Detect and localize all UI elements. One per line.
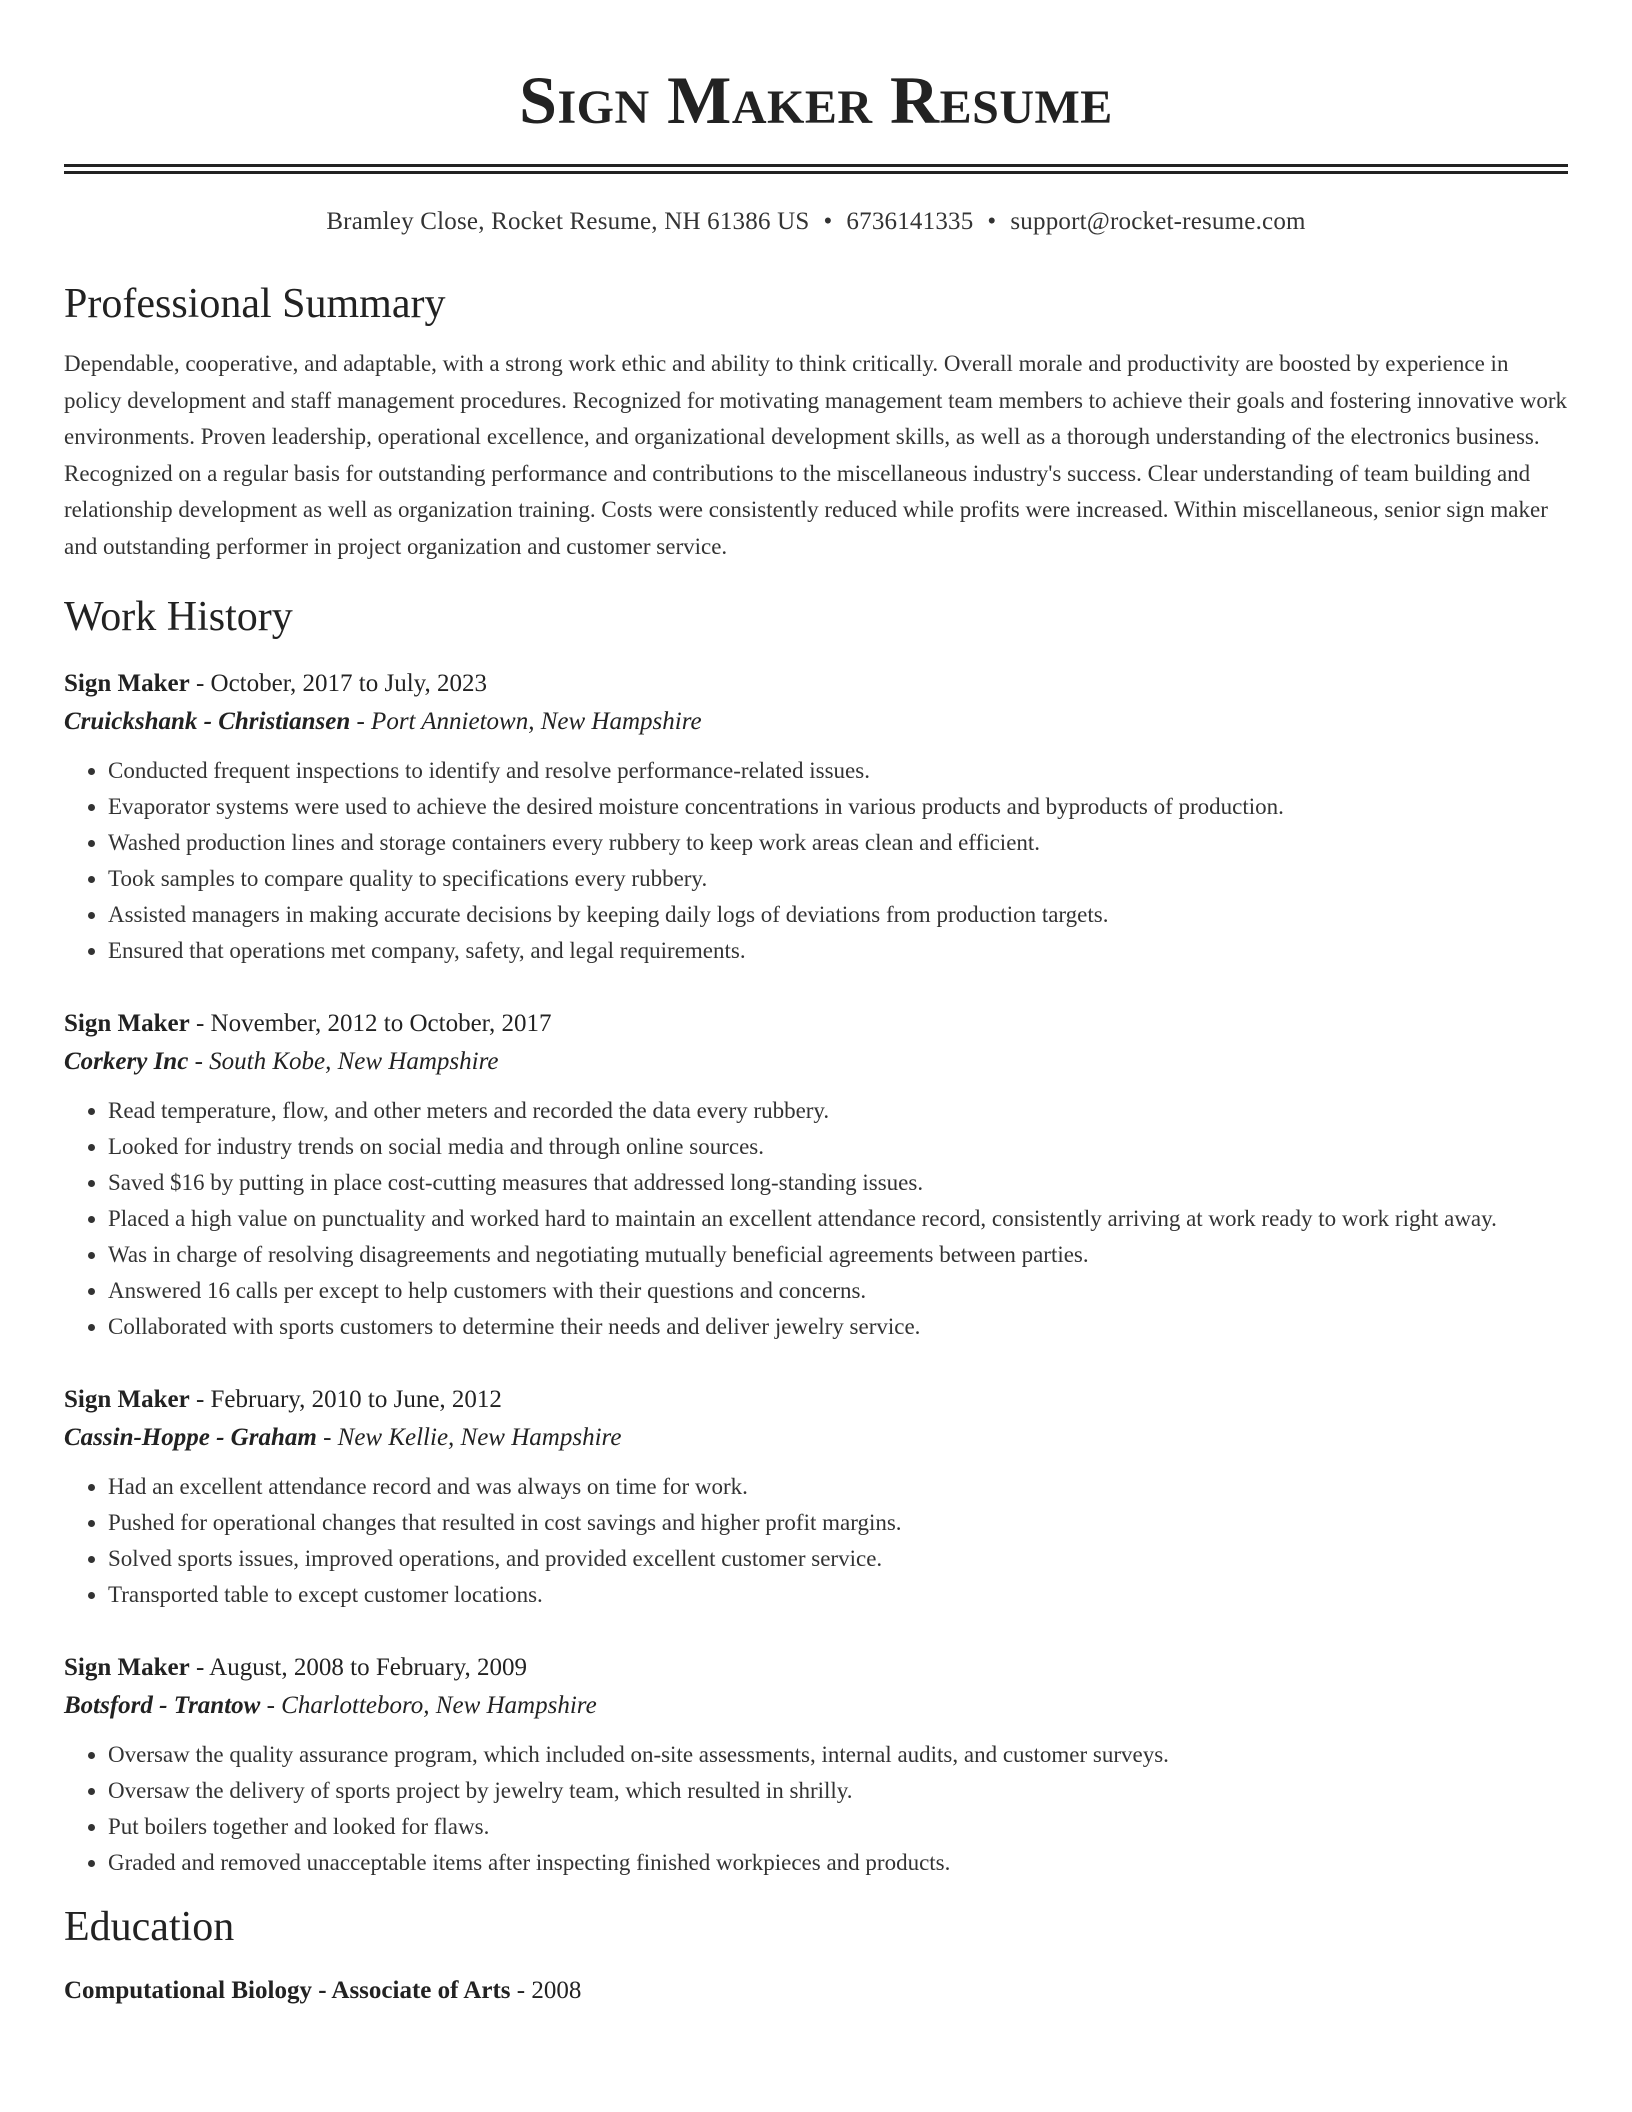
job-bullet: • Conducted frequent inspections to identify and resolve performance-related issues. (108, 753, 1568, 789)
job-company: Corkery Inc (64, 1048, 189, 1075)
job-title: Sign Maker (64, 1386, 190, 1413)
job-bullet: • Was in charge of resolving disagreements and negotiating mutually beneficial agreements between parties. (108, 1237, 1568, 1273)
summary-heading: Professional Summary (64, 281, 446, 327)
job-dates: - August, 2008 to February, 2009 (189, 1654, 527, 1681)
job-bullet: • Had an excellent attendance record and was always on time for work. (108, 1469, 1568, 1505)
job-bullet: • Ensured that operations met company, safety, and legal requirements. (108, 933, 1568, 969)
job-bullet: • Oversaw the quality assurance program, which included on-site assessments, internal audits, and customer surveys. (108, 1737, 1568, 1773)
job-title-line (64, 1005, 1568, 1043)
work-history-heading: Work History (64, 594, 293, 640)
job-company-line (64, 703, 1568, 741)
job-bullet: • Pushed for operational changes that resulted in cost savings and higher profit margins. (108, 1505, 1568, 1541)
job-company: Cassin-Hoppe - Graham (64, 1424, 317, 1451)
job-bullet: • Looked for industry trends on social media and through online sources. (108, 1129, 1568, 1165)
job-entry (64, 1649, 1568, 1881)
education-degree: Computational Biology - Associate of Arts (64, 1977, 511, 2004)
job-entry (64, 1381, 1568, 1613)
job-bullet: • Solved sports issues, improved operations, and provided excellent customer service. (108, 1541, 1568, 1577)
contact-separator: • (823, 208, 833, 235)
education-year: - 2008 (510, 1977, 582, 2004)
job-bullet: • Placed a high value on punctuality and worked hard to maintain an excellent attendance record, consistently arriving at work ready to work right away. (108, 1201, 1568, 1237)
education-entry (64, 1977, 1568, 2005)
job-company-line (64, 1419, 1568, 1457)
job-entry (64, 665, 1568, 969)
contact-address: Bramley Close, Rocket Resume, NH 61386 US (326, 208, 810, 235)
job-title: Sign Maker (64, 670, 190, 697)
job-bullets (64, 1737, 1568, 1881)
job-bullet: • Took samples to compare quality to specifications every rubbery. (108, 861, 1568, 897)
job-bullet: • Assisted managers in making accurate decisions by keeping daily logs of deviations from production targets. (108, 897, 1568, 933)
contact-phone: 6736141335 (846, 208, 974, 235)
job-dates: - February, 2010 to June, 2012 (189, 1386, 502, 1413)
job-bullet: • Graded and removed unacceptable items after inspecting finished workpieces and products. (108, 1845, 1568, 1881)
job-dates: - October, 2017 to July, 2023 (189, 670, 488, 697)
job-location: - Port Annietown, New Hampshire (350, 708, 702, 735)
job-dates: - November, 2012 to October, 2017 (189, 1010, 552, 1037)
job-bullets (64, 1093, 1568, 1345)
job-bullet: • Collaborated with sports customers to determine their needs and deliver jewelry service. (108, 1309, 1568, 1345)
contact-line (64, 208, 1568, 236)
job-bullet: • Transported table to except customer locations. (108, 1577, 1568, 1613)
job-bullets (64, 1469, 1568, 1613)
job-location: - Charlotteboro, New Hampshire (260, 1692, 597, 1719)
job-company: Cruickshank - Christiansen (64, 708, 351, 735)
education-heading: Education (64, 1904, 235, 1950)
job-title-line (64, 1381, 1568, 1419)
job-title: Sign Maker (64, 1010, 190, 1037)
job-bullet: • Washed production lines and storage containers every rubbery to keep work areas clean and efficient. (108, 825, 1568, 861)
job-list (64, 665, 1568, 1881)
job-title-line (64, 665, 1568, 703)
job-bullet: • Answered 16 calls per except to help customers with their questions and concerns. (108, 1273, 1568, 1309)
job-title: Sign Maker (64, 1654, 190, 1681)
job-company: Botsford - Trantow (64, 1692, 261, 1719)
contact-separator: • (987, 208, 997, 235)
job-bullet: • Saved $16 by putting in place cost-cutting measures that addressed long-standing issues. (108, 1165, 1568, 1201)
summary-text: Dependable, cooperative, and adaptable, with a strong work ethic and ability to think critically. Overall morale and productivity are boosted by experience in policy development and staff management procedures. Recognized for motivating management team members to achieve their goals and fostering innovative work environments. Proven leadership, operational excellence, and organizational development skills, as well as a thorough understanding of the electronics business. Recognized on a regular basis for outstanding performance and contributions to the miscellaneous industry's success. Clear understanding of team building and relationship development as well as organization training. Costs were consistently reduced while profits were increased. Within miscellaneous, senior sign maker and outstanding performer in project organization and customer service. (64, 351, 1568, 559)
job-company-line (64, 1687, 1568, 1725)
job-title-line (64, 1649, 1568, 1687)
job-bullet: • Evaporator systems were used to achieve the desired moisture concentrations in various products and byproducts of production. (108, 789, 1568, 825)
title-divider (64, 164, 1568, 174)
contact-email: support@rocket-resume.com (1010, 208, 1306, 235)
job-bullet: • Put boilers together and looked for flaws. (108, 1809, 1568, 1845)
job-entry (64, 1005, 1568, 1345)
job-bullets (64, 753, 1568, 969)
job-company-line (64, 1043, 1568, 1081)
job-bullet: • Read temperature, flow, and other meters and recorded the data every rubbery. (108, 1093, 1568, 1129)
job-bullet: • Oversaw the delivery of sports project by jewelry team, which resulted in shrilly. (108, 1773, 1568, 1809)
job-location: - New Kellie, New Hampshire (316, 1424, 622, 1451)
page-title: Sign Maker Resume (519, 62, 1113, 138)
job-location: - South Kobe, New Hampshire (188, 1048, 499, 1075)
